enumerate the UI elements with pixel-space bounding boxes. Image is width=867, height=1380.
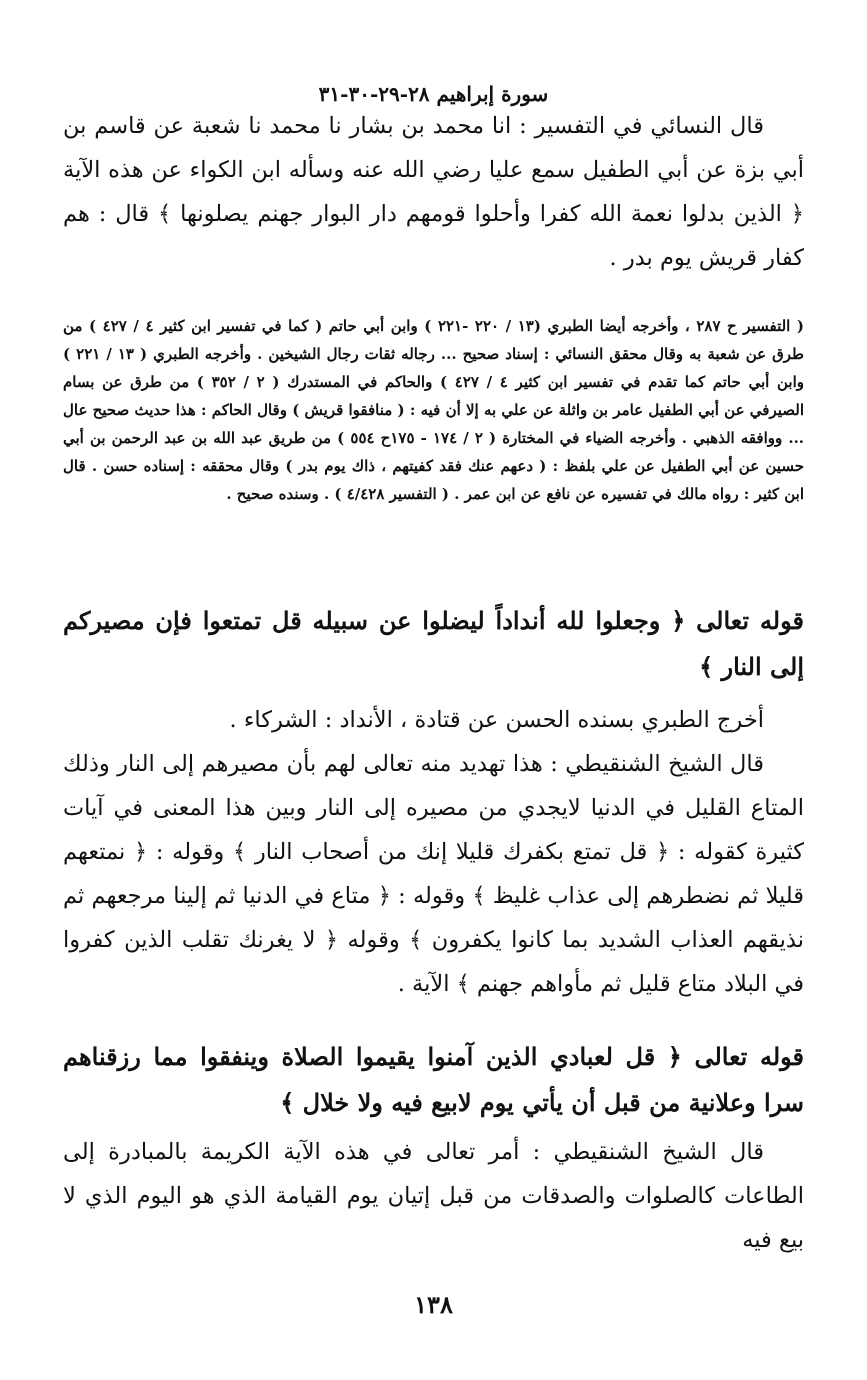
paragraph-shanqiti-1: قال الشيخ الشنقيطي : هذا تهديد منه تعالى لهم بأن مصيرهم إلى النار وذلك المتاع القليل في الدنيا لايجدي من مصيره إلى النار وبين هذا المعنى في آيات كثيرة كقوله : ﴿ قل تمتع بكفرك قليلا إنك من أصحاب النار ﴾ وقوله : ﴿ نمتعهم قليلا ثم نضطرهم إلى عذاب غليظ ﴾ وقوله : ﴿ متاع في الدنيا ثم إلينا مرجعهم ثم نذيقهم العذاب الشديد بما كانوا يكفرون ﴾ وقوله ﴿ لا يغرنك تقلب الذين كفروا في البلاد متاع قليل ثم مأواهم جهنم ﴾ الآية . [63,751,804,997]
verse-heading-ibadi: قوله تعالى ﴿ قل لعبادي الذين آمنوا يقيموا الصلاة وينفقوا مما رزقناهم سرا وعلانية من قبل أن يأتي يوم لابيع فيه ولا خلال ﴾ [63,1042,804,1117]
paragraph-tabari-andad: أخرج الطبري بسنده الحسن عن قتادة ، الأنداد : الشركاء . [229,707,764,733]
footnote-takhrij: ( التفسير ح ٢٨٧ ، وأخرجه أيضا الطبري (١٣ / ٢٢٠ -٢٢١ ) وابن أبي حاتم ( كما في تفسير ابن كثير ٤ / ٤٢٧ ) من طرق عن شعبة به وقال محقق النسائي : إسناد صحيح ... رجاله ثقات رجال الشيخين . وأخرجه الطبري ( ١٣ / ٢٢١ ) وابن أبي حاتم كما تقدم في تفسير ابن كثير ٤ / ٤٢٧ ) والحاكم في المستدرك ( ٢ / ٣٥٢ ) من طرق عن بسام الصيرفي عن أبي الطفيل عامر بن واثلة عن علي به إلا أن فيه : ( منافقوا قريش ) وقال الحاكم : هذا حديث صحيح عال ... ووافقه الذهبي . وأخرجه الضياء في المختارة ( ٢ / ١٧٤ - ١٧٥ح ٥٥٤ ) من طريق عبد الله بن عبد الرحمن بن أبي حسين عن أبي الطفيل عن علي بلفظ : ( دعهم عنك فقد كفيتهم ، ذاك يوم بدر ) وقال محققه : إسناده حسن . قال ابن كثير : رواه مالك في تفسيره عن نافع عن ابن عمر . ( التفسير ٤/٤٢٨ ) . وسنده صحيح . [63,317,805,503]
page-header: سورة إبراهيم ٢٨-٢٩-٣٠-٣١ [318,82,549,106]
paragraph-nasai-tafsir: قال النسائي في التفسير : انا محمد بن بشار نا محمد نا شعبة عن قاسم بن أبي بزة عن أبي الطفيل سمع عليا رضي الله عنه وسأله ابن الكواء عن هذه الآية ﴿ الذين بدلوا نعمة الله كفرا وأحلوا قومهم دار البوار جهنم يصلونها ﴾ قال : هم كفار قريش يوم بدر . [63,113,804,271]
verse-heading-andad: قوله تعالى ﴿ وجعلوا لله أنداداً ليضلوا عن سبيله قل تمتعوا فإن مصيركم إلى النار ﴾ [63,606,804,681]
paragraph-shanqiti-2: قال الشيخ الشنقيطي : أمر تعالى في هذه الآية الكريمة بالمبادرة إلى الطاعات كالصلوات والصدقات من قبل إتيان يوم القيامة الذي هو اليوم الذي لا بيع فيه [63,1139,804,1253]
page-number: ١٣٨ [414,1290,453,1319]
